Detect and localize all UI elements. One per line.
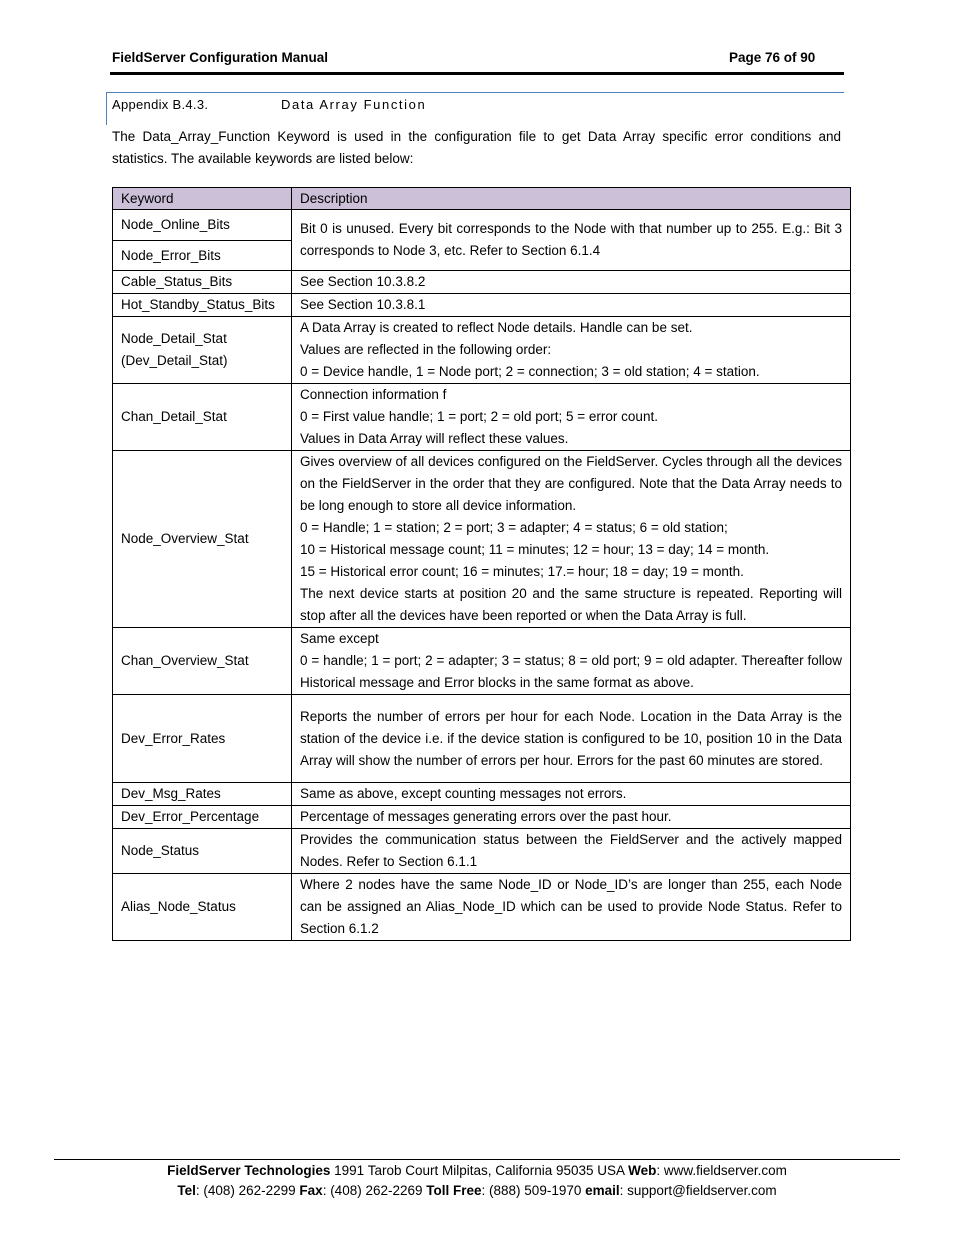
footer-fax: : (408) 262-2269 — [322, 1183, 427, 1198]
description-text: See Section 10.3.8.2 — [300, 274, 426, 289]
description-cell — [292, 271, 851, 294]
keyword-text: Dev_Msg_Rates — [121, 786, 221, 801]
table-row — [113, 829, 851, 874]
keyword-text: Chan_Detail_Stat — [121, 409, 227, 424]
keyword-cell — [113, 874, 292, 941]
footer-tel: : (408) 262-2299 — [195, 1183, 300, 1198]
description-text: 10 = Historical message count; 11 = minutes; 12 = hour; 13 = day; 14 = month. — [300, 542, 770, 557]
keyword-text: Alias_Node_Status — [121, 899, 236, 914]
keyword-text: Node_Online_Bits — [121, 217, 230, 232]
table-row — [113, 451, 851, 628]
table-row — [113, 783, 851, 806]
description-cell — [292, 806, 851, 829]
description-text: Gives overview of all devices configured on the FieldServer. Cycles through all the devices on the FieldServer in the order that they are configured. Note that the Data Array needs to be long enough to store all device information. — [300, 454, 842, 513]
section-title: Data Array Function — [281, 97, 427, 112]
footer-email-label: email — [585, 1183, 620, 1198]
keyword-text: (Dev_Detail_Stat) — [121, 353, 228, 368]
table-body — [113, 210, 851, 941]
footer-fax-label: Fax — [299, 1183, 323, 1198]
description-cell — [292, 695, 851, 783]
keyword-text: Node_Error_Bits — [121, 247, 221, 263]
table-row — [113, 806, 851, 829]
description-text: 15 = Historical error count; 16 = minutes; 17.= hour; 18 = day; 19 = month. — [300, 564, 744, 579]
description-cell — [292, 783, 851, 806]
footer-line-1 — [0, 1163, 954, 1178]
description-text: Same as above, except counting messages not errors. — [300, 786, 627, 801]
keyword-cell — [113, 829, 292, 874]
description-text: The next device starts at position 20 and the same structure is repeated. Reporting will stop after all the devices have been reported or when the Data Array is full. — [300, 586, 842, 623]
description-text: Where 2 nodes have the same Node_ID or Node_ID’s are longer than 255, each Node can be assigned an Alias_Node_ID which can be used to provide Node Status. Refer to Section 6.1.2 — [300, 877, 842, 936]
description-cell — [292, 210, 851, 271]
page-number: Page 76 of 90 — [729, 50, 816, 65]
keyword-cell — [113, 271, 292, 294]
keyword-cell — [113, 806, 292, 829]
keyword-text: Node_Status — [121, 843, 200, 858]
description-text: 0 = handle; 1 = port; 2 = adapter; 3 = status; 8 = old port; 9 = old adapter. Thereafter follow Historical message and Error blocks in the same format as above. — [300, 653, 842, 690]
header-rule — [110, 72, 844, 75]
table-row — [113, 384, 851, 451]
table-row — [113, 210, 851, 241]
description-text: 0 = Handle; 1 = station; 2 = port; 3 = adapter; 4 = status; 6 = old station; — [300, 520, 728, 535]
footer-web-label: Web — [628, 1163, 657, 1178]
description-text: Bit 0 is unused. Every bit corresponds to the Node with that number up to 255. E.g.: Bit 3 corresponds to Node 3, etc. Refer to Section 6.1.4 — [300, 221, 842, 258]
keyword-cell — [113, 384, 292, 451]
keyword-cell — [113, 451, 292, 628]
description-text: Percentage of messages generating errors over the past hour. — [300, 809, 672, 824]
footer-line-2 — [0, 1183, 954, 1198]
description-text: 0 = Device handle, 1 = Node port; 2 = connection; 3 = old station; 4 = station. — [300, 364, 760, 379]
document-title: FieldServer Configuration Manual — [112, 50, 329, 65]
footer-web: : www.fieldserver.com — [656, 1163, 787, 1178]
intro-paragraph: The Data_Array_Function Keyword is used in the configuration file to get Data Array specific error conditions and statistics. The available keywords are listed below: — [112, 129, 841, 166]
keyword-text: Node_Overview_Stat — [121, 531, 249, 546]
description-cell — [292, 317, 851, 384]
description-cell — [292, 294, 851, 317]
description-text: See Section 10.3.8.1 — [300, 297, 426, 312]
description-cell — [292, 451, 851, 628]
keyword-text: Cable_Status_Bits — [121, 274, 233, 289]
keyword-cell — [113, 695, 292, 783]
footer-tel-label: Tel — [177, 1183, 196, 1198]
table-row — [113, 628, 851, 695]
description-text: Connection information f — [300, 387, 447, 402]
footer-rule — [54, 1159, 900, 1160]
description-text: 0 = First value handle; 1 = port; 2 = old port; 5 = error count. — [300, 409, 658, 424]
description-cell — [292, 874, 851, 941]
table-row — [113, 695, 851, 783]
description-text: Values are reflected in the following order: — [300, 342, 552, 357]
footer-email: : support@fieldserver.com — [619, 1183, 777, 1198]
keyword-cell — [113, 317, 292, 384]
footer-tollfree: : (888) 509-1970 — [481, 1183, 586, 1198]
description-cell — [292, 384, 851, 451]
description-text: Reports the number of errors per hour for each Node. Location in the Data Array is the station of the device i.e. if the device station is configured to be 10, position 10 in the Data Array will show the number of errors per hour. Errors for the past 60 minutes are stored. — [300, 708, 842, 768]
section-heading-box — [106, 92, 844, 125]
footer-address: 1991 Tarob Court Milpitas, California 95035 USA — [330, 1163, 629, 1178]
keyword-text: Chan_Overview_Stat — [121, 653, 249, 668]
description-text: Same except — [300, 631, 379, 646]
section-number: Appendix B.4.3. — [112, 97, 209, 112]
keyword-cell — [113, 783, 292, 806]
table-row — [113, 271, 851, 294]
keyword-text: Dev_Error_Percentage — [121, 809, 260, 824]
description-cell — [292, 829, 851, 874]
keyword-cell — [113, 294, 292, 317]
footer-company: FieldServer Technologies — [167, 1163, 331, 1178]
header-description: Description — [292, 188, 851, 210]
keyword-cell — [113, 628, 292, 695]
footer-tollfree-label: Toll Free — [426, 1183, 482, 1198]
table-row — [113, 294, 851, 317]
table-row — [113, 317, 851, 384]
description-text: Provides the communication status between the FieldServer and the actively mapped Nodes. Refer to Section 6.1.1 — [300, 832, 842, 869]
description-text: A Data Array is created to reflect Node details. Handle can be set. — [300, 320, 693, 335]
table-row — [113, 874, 851, 941]
header-keyword: Keyword — [113, 188, 292, 210]
description-text: Values in Data Array will reflect these values. — [300, 431, 569, 446]
description-cell — [292, 628, 851, 695]
table-header-row — [113, 188, 851, 210]
keyword-table — [112, 187, 851, 941]
keyword-text: Hot_Standby_Status_Bits — [121, 297, 275, 312]
keyword-text: Dev_Error_Rates — [121, 730, 226, 746]
keyword-cell — [113, 210, 292, 241]
keyword-cell — [113, 241, 292, 271]
keyword-text: Node_Detail_Stat — [121, 331, 227, 346]
